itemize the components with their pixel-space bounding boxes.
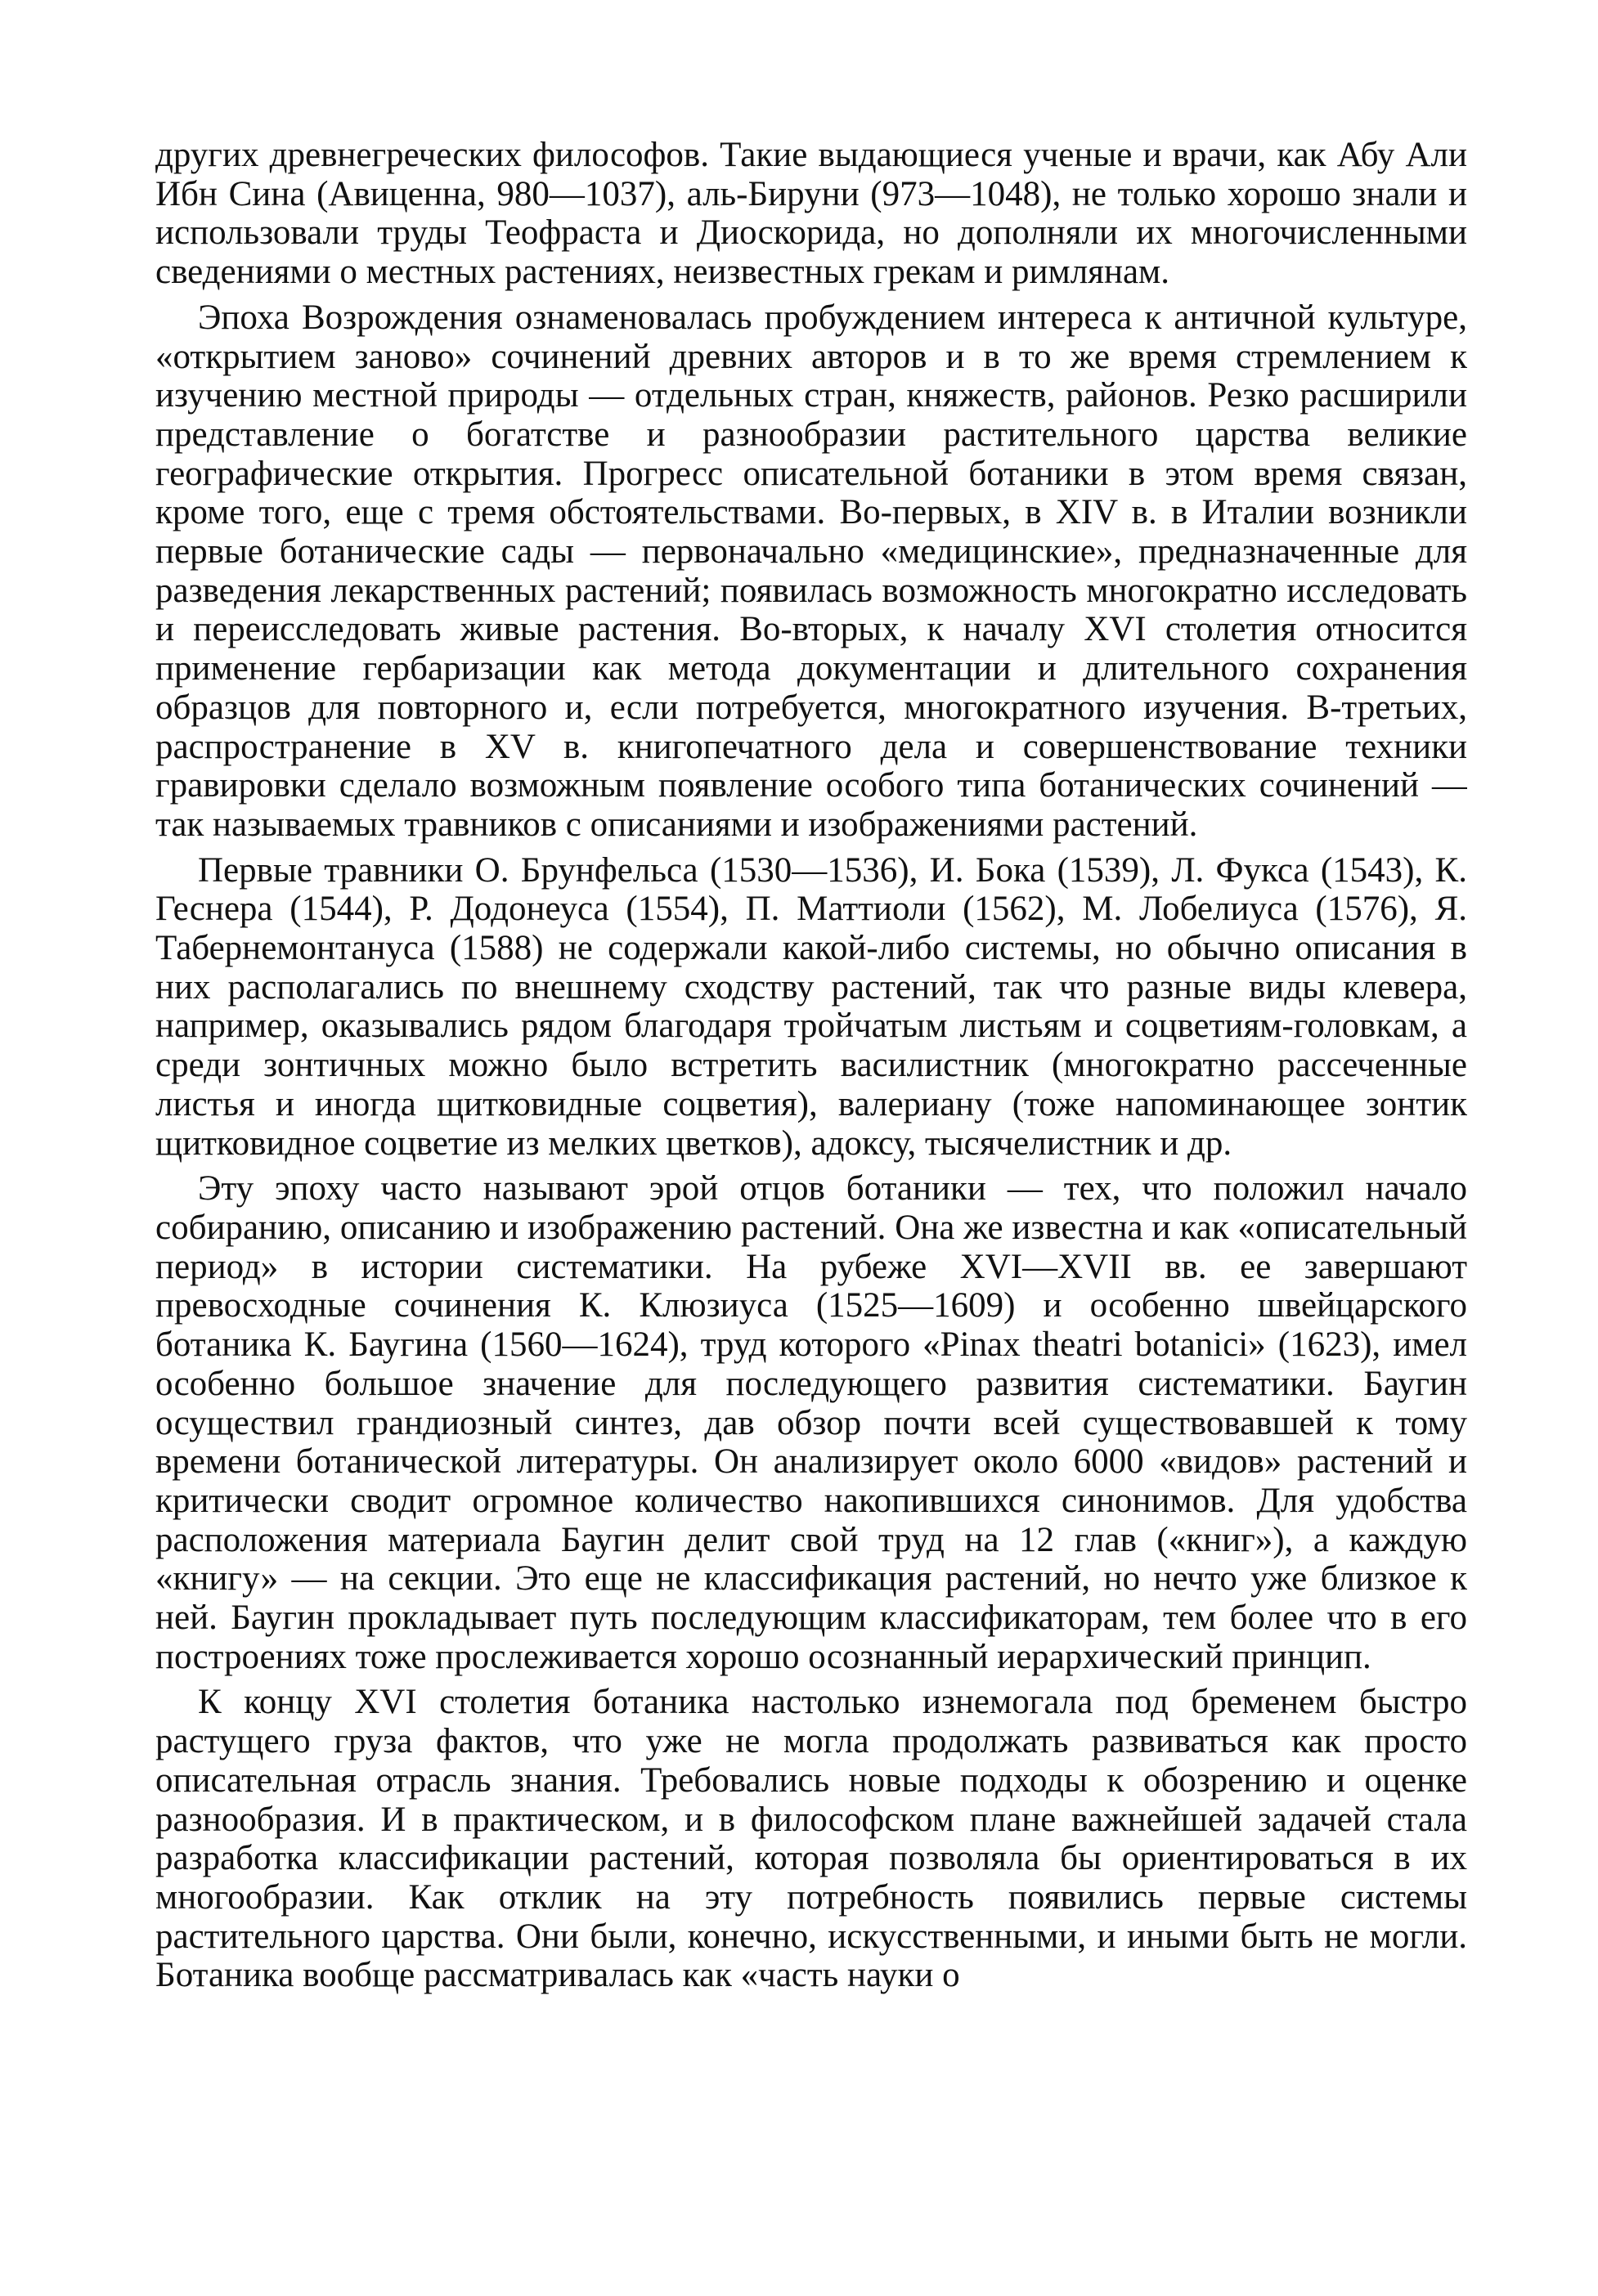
paragraph-4: Эту эпоху часто называют эрой отцов ботаники — тех, что положил начало собиранию, описанию и изображению растений. Она же известна и как «описательный период» в истории систематики. На рубеже XVI—XVII вв. ее завершают превосходные сочинения К. Клюзиуса (1525—1609) и особенно швейцарского ботаника К. Баугина (1560—1624), труд которого «Pinax theatri botanici» (1623), имел особенно большое значение для последующего развития систематики. Баугин осуществил грандиозный синтез, дав обзор почти всей существовавшей к тому времени ботанической литературы. Он анализирует около 6000 «видов» растений и критически сводит огромное количество накопившихся синонимов. Для удобства расположения материала Баугин делит свой труд на 12 глав («книг»), а каждую «книгу» — на секции. Это еще не классификация растений, но нечто уже близкое к ней. Баугин прокладывает путь последующим классификаторам, тем более что в его построениях тоже прослеживается хорошо осознанный иерархический принцип. [155,1169,1467,1676]
page-text-block [155,136,1467,2180]
paragraph-3: Первые травники О. Брунфельса (1530—1536), И. Бока (1539), Л. Фукса (1543), К. Геснера (1544), Р. Додонеуса (1554), П. Маттиоли (1562), М. Лобелиуса (1576), Я. Табернемонтануса (1588) не содержали какой-либо системы, но обычно описания в них располагались по внешнему сходству растений, так что разные виды клевера, например, оказывались рядом благодаря тройчатым листьям и соцветиям-головкам, а среди зонтичных можно было встретить василистник (многократно рассеченные листья и иногда щитковидные соцветия), валериану (тоже напоминающее зонтик щитковидное соцветие из мелких цветков), адоксу, тысячелистник и др. [155,850,1467,1163]
paragraph-2: Эпоха Возрождения ознаменовалась пробуждением интереса к античной культуре, «открытием заново» сочинений древних авторов и в то же время стремлением к изучению местной природы — отдельных стран, княжеств, районов. Резко расширили представление о богатстве и разнообразии растительного царства великие географические открытия. Прогресс описательной ботаники в этом время связан, кроме того, еще с тремя обстоятельствами. Во-первых, в XIV в. в Италии возникли первые ботанические сады — первоначально «медицинские», предназначенные для разведения лекарственных растений; появилась возможность многократно исследовать и переисследовать живые растения. Во-вторых, к началу XVI столетия относится применение гербаризации как метода документации и длительного сохранения образцов для повторного и, если потребуется, многократного изучения. В-третьих, распространение в XV в. книгопечатного дела и совершенствование техники гравировки сделало возможным появление особого типа ботанических сочинений — так называемых травников с описаниями и изображениями растений. [155,298,1467,844]
paragraph-5: К концу XVI столетия ботаника настолько изнемогала под бременем быстро растущего груза фактов, что уже не могла продолжать развиваться как просто описательная отрасль знания. Требовались новые подходы к обозрению и оценке разнообразия. И в практическом, и в философском плане важнейшей задачей стала разработка классификации растений, которая позволяла бы ориентироваться в их многообразии. Как отклик на эту потребность появились первые системы растительного царства. Они были, конечно, искусственными, и иными быть не могли. Ботаника вообще рассматривалась как «часть науки о [155,1683,1467,1995]
paragraph-1: других древнегреческих философов. Такие выдающиеся ученые и врачи, как Абу Али Ибн Сина (Авиценна, 980—1037), аль-Бируни (973—1048), не только хорошо знали и использовали труды Теофраста и Диоскорида, но дополняли их многочисленными сведениями о местных растениях, неизвестных грекам и римлянам. [155,136,1467,292]
